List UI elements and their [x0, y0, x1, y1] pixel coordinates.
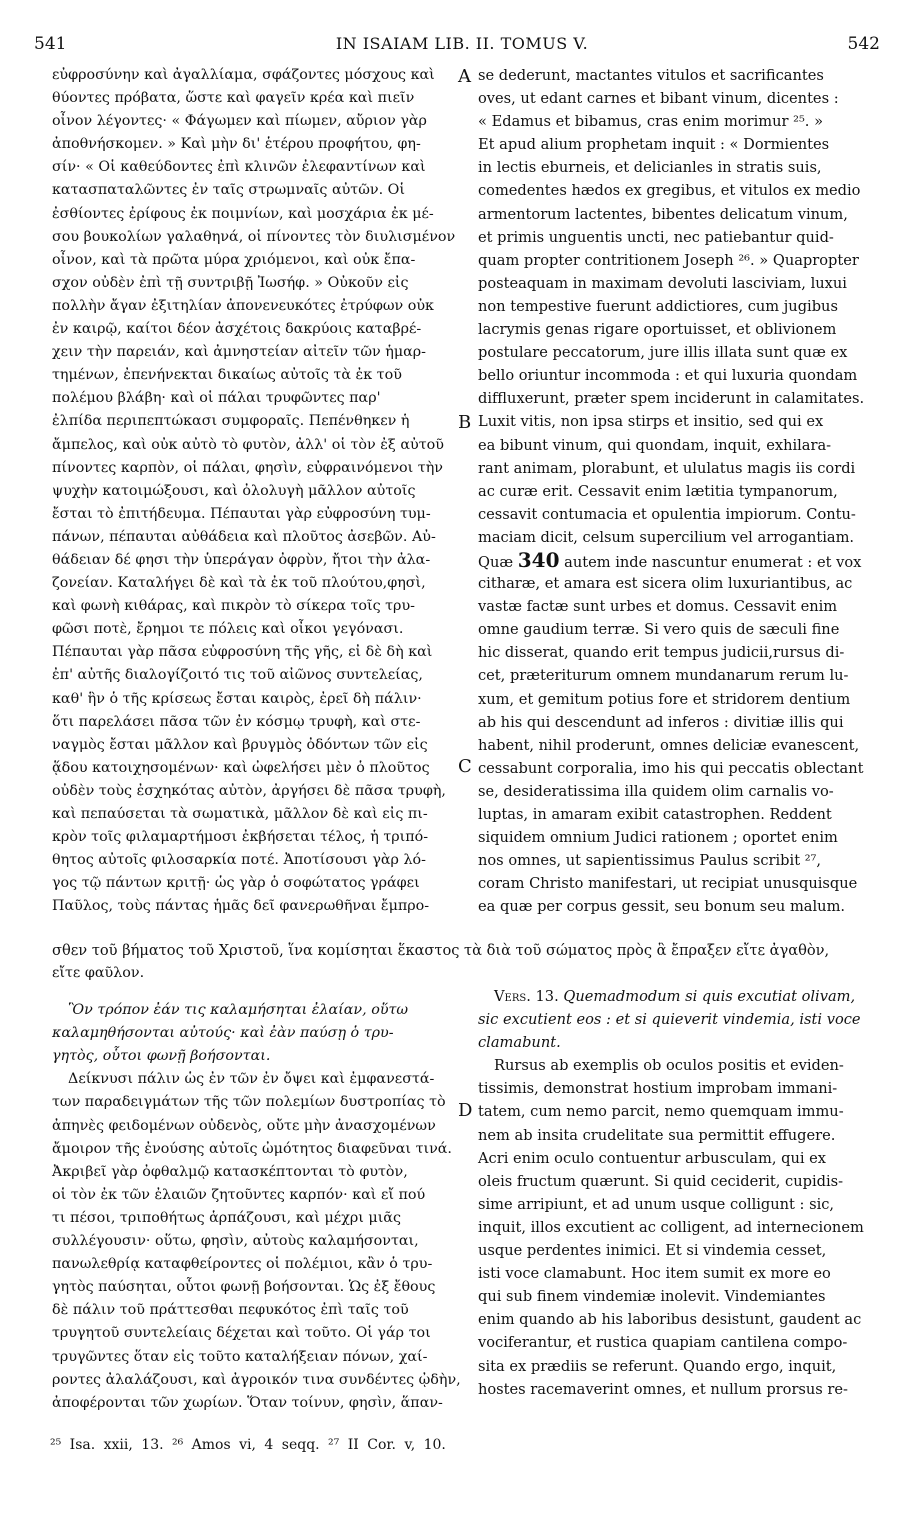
latin-line: enim quando ab his laboribus desistunt, gaudent ac	[478, 1311, 862, 1329]
latin-line: isti voce clamabunt. Hoc item sumit ex more eo	[478, 1265, 831, 1283]
latin-line: Et apud alium prophetam inquit : « Dormientes	[478, 136, 830, 154]
page-number-left: 541	[34, 34, 67, 54]
greek-line: καὶ φωνὴ κιθάρας, καὶ πικρὸν τὸ σίκερα τοῖς τρυ-	[52, 598, 415, 615]
greek-line: ἔσται τὸ ἐπιτήδευμα. Πέπαυται γὰρ εὐφροσύνη τυμ-	[52, 505, 431, 522]
latin-verse-first	[478, 985, 890, 1008]
latin-line: cessabunt corporalia, imo his qui peccatis oblectant	[478, 759, 864, 777]
running-title: IN ISAIAM LIB. II. TOMUS V.	[335, 34, 589, 53]
greek-line: οἶνον λέγοντες· « Φάγωμεν καὶ πίωμεν, αὔριον γὰρ	[52, 113, 427, 130]
latin-line: non tempestive fuerunt addictiores, cum jugibus	[478, 297, 838, 315]
greek-verse-line: γητὸς, οὗτοι φωνῇ βοήσονται.	[52, 1048, 271, 1065]
margin-marker-d: D	[458, 1100, 473, 1121]
latin-line: oves, ut edant carnes et bibant vinum, dicentes :	[478, 90, 839, 108]
greek-line: ἐλπίδα περιπεπτώκασι συμφοραῖς. Πεπένθηκεν ἡ	[52, 413, 410, 430]
greek-column	[52, 64, 462, 918]
latin-line: ea bibunt vinum, qui quondam, inquit, exhilara-	[478, 436, 832, 454]
greek-line: καὶ πεπαύσεται τὰ σωματικὰ, μᾶλλον δὲ καὶ εἰς πι-	[52, 806, 428, 822]
marginal-page-number: 340	[517, 547, 560, 572]
greek-bridge-line: σθεν τοῦ βήματος τοῦ Χριστοῦ, ἵνα κομίσηται ἕκαστος τὰ διὰ τοῦ σώματος πρὸς ἃ ἔπραξεν εἴτε ἀγαθὸν,	[52, 942, 830, 959]
greek-line: των παραδειγμάτων τῆς τῶν πολεμίων δυστροπίας τὸ	[52, 1094, 446, 1111]
latin-line: xum, et gemitum potius fore et stridorem dentium	[478, 690, 851, 708]
latin-line: Acri enim oculo contuentur arbusculam, qui ex	[478, 1149, 827, 1167]
greek-line: ψυχὴν κατοιμώξουσι, καὶ ὀλολυγὴ μᾶλλον αὐτοῖς	[52, 482, 416, 499]
latin-line: ac curæ erit. Cessavit enim lætitia tympanorum,	[478, 482, 838, 500]
greek-line: τρυγῶντες ὅταν εἰς τοῦτο καταλήξειαν πόνων, χαί-	[52, 1348, 428, 1365]
greek-line: καθ' ἣν ὁ τῆς κρίσεως ἔσται καιρὸς, ἐρεῖ δὴ πάλιν·	[52, 690, 422, 707]
greek-line: Παῦλος, τοὺς πάντας ἡμᾶς δεῖ φανερωθῆναι ἔμπρο-	[52, 898, 430, 915]
greek-line: ἐπ' αὐτῆς διαλογίζοιτό τις τοῦ αἰῶνος συντελείας,	[52, 667, 423, 684]
latin-commentary	[478, 1054, 890, 1400]
greek-line: σχον οὐδὲν ἐπὶ τῇ συντριβῇ Ἰωσήφ. » Οὐκοῦν εἰς	[52, 274, 409, 291]
margin-marker-c: C	[458, 756, 472, 777]
latin-line: postulare peccatorum, jure illis illata sunt quæ ex	[478, 344, 848, 362]
greek-line: χειν τὴν παρειάν, καὶ ἀμνηστείαν αἰτεῖν τῶν ἡμαρ-	[52, 344, 427, 361]
greek-column-lower	[52, 962, 462, 1415]
greek-line: σου βουκολίων γαλαθηνά, οἱ πίνοντες τὸν διυλισμένον	[52, 228, 456, 245]
greek-line: θύοντες πρόβατα, ὥστε καὶ φαγεῖν κρέα καὶ πιεῖν	[52, 90, 415, 107]
latin-line: oleis fructum quærunt. Si quid ceciderit, cupidis-	[478, 1172, 844, 1190]
latin-line: cessavit contumacia et opulentia impiorum. Contu-	[478, 505, 856, 523]
greek-line: ἄμπελος, καὶ οὐκ αὐτὸ τὸ φυτὸν, ἀλλ' οἱ τὸν ἐξ αὐτοῦ	[52, 436, 444, 453]
greek-line: οἱ τὸν ἐκ τῶν ἐλαιῶν ζητοῦντες καρπόν· καὶ εἴ πού	[52, 1186, 426, 1203]
latin-line: inquit, illos excutient ac colligent, ad internecionem	[478, 1218, 864, 1236]
greek-line: τρυγητοῦ συντελείαις δέχεται καὶ τοῦτο. Οἱ γάρ τοι	[52, 1325, 431, 1342]
latin-line: comedentes hædos ex gregibus, et vitulos ex medio	[478, 182, 861, 200]
latin-line: posteaquam in maximam devoluti lasciviam, luxui	[478, 274, 847, 292]
greek-line: πολέμου βλάβη· καὶ οἱ πάλαι τρυφῶντες παρ'	[52, 390, 381, 407]
latin-line: omne gaudium terræ. Si vero quis de sæculi fine	[478, 621, 840, 639]
greek-line: Ἀκριβεῖ γὰρ ὀφθαλμῷ κατασκέπτονται τὸ φυτὸν,	[52, 1163, 408, 1180]
greek-line: ἐσθίοντες ἐρίφους ἐκ ποιμνίων, καὶ μοσχάρια ἐκ μέ-	[52, 205, 434, 222]
greek-line: ᾅδου κατοιχησομένων· καὶ ὠφελήσει μὲν ὁ πλοῦτος	[52, 759, 430, 776]
latin-line: bello oriuntur incommoda : et qui luxuria quondam	[478, 367, 858, 385]
greek-line: οὐδὲν τοὺς ἐσχηκότας αὐτὸν, ἀργήσει δὲ πᾶσα τρυφὴ,	[52, 782, 446, 799]
latin-line: « Edamus et bibamus, cras enim morimur ²⁵. »	[478, 113, 824, 131]
running-header	[0, 34, 924, 60]
latin-line: luptas, in amaram exibit catastrophen. Reddent	[478, 806, 832, 823]
latin-line: sime arripiunt, et ad unum usque colligunt : sic,	[478, 1195, 835, 1213]
greek-line: ἀποφέρονται τῶν χωρίων. Ὅταν τοίνυν, φησὶν, ἅπαν-	[52, 1394, 443, 1411]
greek-line: ἀπηνὲς φειδομένων οὐδενὸς, οὔτε μὴν ἀνασχομένων	[52, 1117, 436, 1134]
greek-line: ἄμοιρον τῆς ἐνούσης αὐτοῖς ὠμότητος διαφεῦναι τινά.	[52, 1140, 452, 1157]
margin-marker-a: A	[458, 66, 471, 87]
greek-line: θητος αὐτοῖς φιλοσαρκία ποτέ. Ἀποτίσουσι γὰρ λό-	[52, 852, 426, 869]
latin-line: et primis unguentis uncti, nec patiebantur quid-	[478, 228, 834, 246]
greek-verse-line: Ὃν τρόπον ἐάν τις καλαμήσηται ἐλαίαν, οὕτω	[68, 1002, 409, 1019]
latin-line: qui sub finem vindemiæ inolevit. Vindemiantes	[478, 1288, 826, 1306]
latin-column-lower	[478, 985, 890, 1401]
latin-line: se dederunt, mactantes vitulos et sacrificantes	[478, 67, 824, 84]
latin-line: se, desideratissima illa quidem olim carnalis vo-	[478, 782, 834, 800]
latin-line: hic disserat, quando erit tempus judicii,rursus di-	[478, 644, 845, 662]
greek-line: οἶνον, καὶ τὰ πρῶτα μύρα χριόμενοι, καὶ οὐκ ἔπα-	[52, 251, 416, 268]
latin-line: Quæ 340 autem inde nascuntur enumerat : et vox	[478, 547, 862, 572]
latin-verse-line: clamabunt.	[478, 1034, 561, 1052]
greek-line: δὲ πάλιν τοῦ πράττεσθαι πεφυκότος ἐπὶ ταῖς τοῦ	[52, 1302, 409, 1319]
greek-line: πανωλεθρίᾳ καταφθείροντες οἱ πολέμιοι, κἂν ὁ τρυ-	[52, 1256, 433, 1273]
greek-verse-line: καλαμηθήσονται αὐτούς· καὶ ἐὰν παύσῃ ὁ τρυ-	[52, 1025, 394, 1042]
latin-column	[478, 64, 890, 918]
latin-line: citharæ, et amara est sicera olim luxuriantibus, ac	[478, 575, 853, 593]
latin-line: nem ab insita crudelitate sua permittit effugere.	[478, 1126, 836, 1144]
latin-line: ea quæ per corpus gessit, seu bonum seu malum.	[478, 898, 846, 916]
latin-line: lacrymis genas rigare oportuisset, et oblivionem	[478, 321, 837, 339]
latin-line: diffluxerunt, præter spem inciderunt in calamitates.	[478, 390, 865, 408]
greek-line: πίνοντες καρπὸν, οἱ πάλαι, φησὶν, εὐφραινόμενοι τὴν	[52, 459, 443, 476]
verse-label: Vers. 13.	[494, 988, 559, 1005]
greek-line: κρὸν τοῖς φιλαμαρτήμοσι ἐκβήσεται τέλος, ἡ τριπό-	[52, 829, 429, 846]
greek-line: ἀποθνήσκομεν. » Καὶ μὴν δι' ἑτέρου προφήτου, φη-	[52, 136, 421, 153]
greek-line: ὅτι παρελάσει πᾶσα τῶν ἐν κόσμῳ τρυφὴ, καὶ στε-	[52, 713, 421, 730]
latin-line: Rursus ab exemplis ob oculos positis et eviden-	[494, 1057, 844, 1075]
latin-line: hostes racemaverint omnes, et nullum prorsus re-	[478, 1380, 848, 1398]
latin-line: usque perdentes inimici. Et si vindemia cesset,	[478, 1242, 827, 1260]
greek-line: ροντες ἀλαλάζουσι, καὶ ἀγροικόν τινα συνδέντες ᾠδὴν,	[52, 1371, 461, 1388]
greek-line: ζονείαν. Καταλήγει δὲ καὶ τὰ ἐκ τοῦ πλούτου,φησὶ,	[52, 575, 426, 592]
greek-line: ἐν καιρῷ, καίτοι δέον ἀσχέτοις δακρύοις καταβρέ-	[52, 321, 422, 338]
latin-line: nos omnes, ut sapientissimus Paulus scribit ²⁷,	[478, 852, 822, 870]
greek-line: συλλέγουσιν· οὕτω, φησὶν, αὐτοὺς καλαμήσονται,	[52, 1233, 419, 1250]
greek-line: πάνων, πέπαυται αὐθάδεια καὶ πλοῦτος ἀσεβῶν. Αὐ-	[52, 528, 436, 545]
footnotes: ²⁵ Isa. xxii, 13. ²⁶ Amos vi, 4 seqq. ²⁷ II Cor. v, 10.	[50, 1437, 446, 1453]
latin-line: ab his qui descendunt ad inferos : divitiæ illis qui	[478, 713, 844, 731]
latin-line: coram Christo manifestari, ut recipiat unusquisque	[478, 875, 858, 893]
greek-line: εὐφροσύνην καὶ ἀγαλλίαμα, σφάζοντες μόσχους καὶ	[52, 67, 435, 83]
greek-commentary	[52, 1068, 462, 1414]
latin-line: rant animam, plorabunt, et ululatus magis iis cordi	[478, 459, 856, 477]
greek-end-line: εἴτε φαῦλον.	[52, 965, 145, 981]
margin-marker-b: B	[458, 412, 472, 433]
greek-line: σίν· « Οἱ καθεύδοντες ἐπὶ κλινῶν ἐλεφαντίνων καὶ	[52, 159, 426, 176]
latin-line: sita ex prædiis se referunt. Quando ergo, inquit,	[478, 1357, 837, 1375]
latin-line: Luxit vitis, non ipsa stirps et insitio, sed qui ex	[478, 413, 824, 431]
latin-line: quam propter contritionem Joseph ²⁶. » Quapropter	[478, 251, 859, 269]
greek-line: ναγμὸς ἔσται μᾶλλον καὶ βρυγμὸς ὀδόντων τῶν εἰς	[52, 736, 428, 753]
latin-line: armentorum lactentes, bibentes delicatum vinum,	[478, 205, 848, 223]
greek-line: τημένων, ἐπενήνεκται δικαίως αὐτοῖς τὰ ἐκ τοῦ	[52, 367, 402, 384]
greek-verse-lemma	[52, 999, 462, 1068]
latin-line: vociferantur, et rustica quapiam cantilena compo-	[478, 1334, 848, 1352]
latin-verse-line: Quemadmodum si quis excutiat olivam,	[563, 988, 856, 1005]
greek-line: Πέπαυται γὰρ πᾶσα εὐφροσύνη τῆς γῆς, εἰ δὲ δὴ καὶ	[52, 644, 433, 661]
greek-line: θάδειαν δέ φησι τὴν ὑπεράγαν ὀφρὺν, ἤτοι τὴν ἀλα-	[52, 551, 431, 568]
latin-line: vastæ factæ sunt urbes et domus. Cessavit enim	[478, 598, 838, 616]
greek-line: φῶσι ποτὲ, ἔρημοι τε πόλεις καὶ οἶκοι γεγόνασι.	[52, 621, 404, 638]
greek-line: γος τῷ πάντων κριτῇ· ὡς γὰρ ὁ σοφώτατος γράφει	[52, 875, 420, 892]
greek-line: κατασπαταλῶντες ἐν ταῖς στρωμναῖς αὐτῶν. Οἱ	[52, 182, 405, 199]
latin-verse-line: sic excutient eos : et si quieverit vindemia, isti voce	[478, 1011, 861, 1029]
greek-line: τι πέσοι, τριποθήτως ἁρπάζουσι, καὶ μέχρι μιᾶς	[52, 1209, 401, 1226]
latin-line: in lectis eburneis, et delicianles in stratis suis,	[478, 159, 822, 177]
latin-line: habent, nihil proderunt, omnes deliciæ evanescent,	[478, 736, 860, 754]
page-number-right: 542	[847, 34, 880, 54]
latin-line: maciam dicit, celsum supercilium vel arrogantiam.	[478, 528, 855, 546]
greek-line: Δείκνυσι πάλιν ὡς ἐν τῶν ἐν ὄψει καὶ ἐμφανεστά-	[68, 1071, 435, 1088]
latin-line: tissimis, demonstrat hostium improbam immani-	[478, 1080, 838, 1098]
latin-line: siquidem omnium Judici rationem ; oportet enim	[478, 829, 838, 847]
greek-line: γητὸς παύσηται, οὗτοι φωνῇ βοήσονται. Ὡς ἐξ ἔθους	[52, 1279, 436, 1296]
greek-line: πολλὴν ἄγαν ἐξιτηλίαν ἀπονενευκότες ἐτρύφων οὐκ	[52, 297, 434, 314]
latin-line: cet, præteriturum omnem mundanarum rerum lu-	[478, 667, 849, 685]
latin-line: tatem, cum nemo parcit, nemo quemquam immu-	[478, 1103, 844, 1121]
